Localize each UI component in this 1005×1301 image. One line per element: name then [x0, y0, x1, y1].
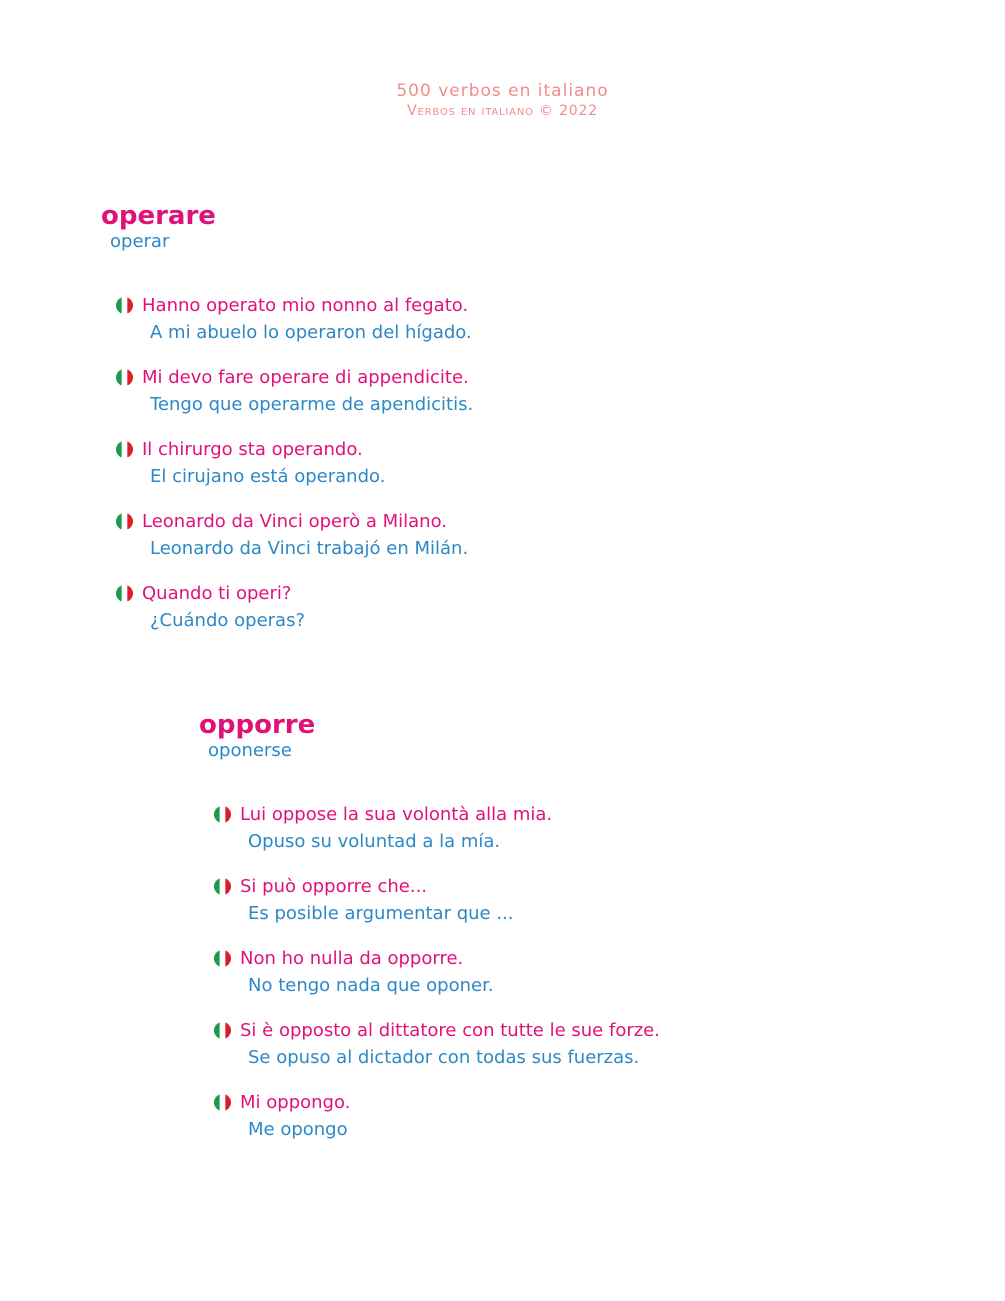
italian-sentence: Hanno operato mio nonno al fegato. [142, 295, 469, 316]
example-item [214, 874, 660, 928]
italian-flag-icon [116, 441, 133, 458]
italian-flag-icon [214, 950, 231, 967]
italian-sentence: Non ho nulla da opporre. [240, 948, 464, 969]
spanish-translation: Me opongo [248, 1119, 348, 1140]
spanish-translation: Es posible argumentar que ... [248, 903, 514, 924]
verb-title: opporre [199, 710, 316, 740]
spanish-translation: No tengo nada que oponer. [248, 975, 494, 996]
verb-title: operare [101, 201, 216, 231]
example-list [214, 802, 660, 1144]
page-header [0, 80, 1005, 120]
italian-sentence: Il chirurgo sta operando. [142, 439, 363, 460]
italian-sentence: Lui oppose la sua volontà alla mia. [240, 804, 553, 825]
italian-flag-icon [116, 513, 133, 530]
spanish-translation: Se opuso al dictador con todas sus fuerzas. [248, 1047, 640, 1068]
book-title: 500 verbos en italiano [396, 81, 609, 101]
italian-flag-icon [116, 369, 133, 386]
italian-sentence: Leonardo da Vinci operò a Milano. [142, 511, 447, 532]
verb-translation: oponerse [208, 740, 292, 761]
spanish-translation: ¿Cuándo operas? [150, 610, 306, 631]
spanish-translation: Tengo que operarme de apendicitis. [150, 394, 474, 415]
italian-flag-icon [214, 1022, 231, 1039]
italian-sentence: Si è opposto al dittatore con tutte le sue forze. [240, 1020, 660, 1041]
example-item [214, 946, 660, 1000]
italian-flag-icon [116, 297, 133, 314]
book-subtitle: Verbos en italiano © 2022 [407, 103, 598, 119]
verb-entry-opporre [199, 710, 660, 1162]
verb-translation: operar [110, 231, 170, 252]
example-item [214, 1090, 660, 1144]
spanish-translation: Leonardo da Vinci trabajó en Milán. [150, 538, 469, 559]
example-list [116, 293, 473, 635]
example-item [214, 1018, 660, 1072]
italian-flag-icon [214, 1094, 231, 1111]
italian-sentence: Quando ti operi? [142, 583, 292, 604]
example-item [116, 437, 473, 491]
italian-flag-icon [116, 585, 133, 602]
italian-sentence: Mi devo fare operare di appendicite. [142, 367, 469, 388]
example-item [214, 802, 660, 856]
example-item [116, 365, 473, 419]
example-item [116, 293, 473, 347]
italian-sentence: Mi oppongo. [240, 1092, 351, 1113]
italian-flag-icon [214, 806, 231, 823]
italian-sentence: Si può opporre che... [240, 876, 428, 897]
example-item [116, 509, 473, 563]
spanish-translation: A mi abuelo lo operaron del hígado. [150, 322, 472, 343]
spanish-translation: Opuso su voluntad a la mía. [248, 831, 501, 852]
verb-entry-operare [101, 201, 473, 653]
italian-flag-icon [214, 878, 231, 895]
example-item [116, 581, 473, 635]
spanish-translation: El cirujano está operando. [150, 466, 386, 487]
